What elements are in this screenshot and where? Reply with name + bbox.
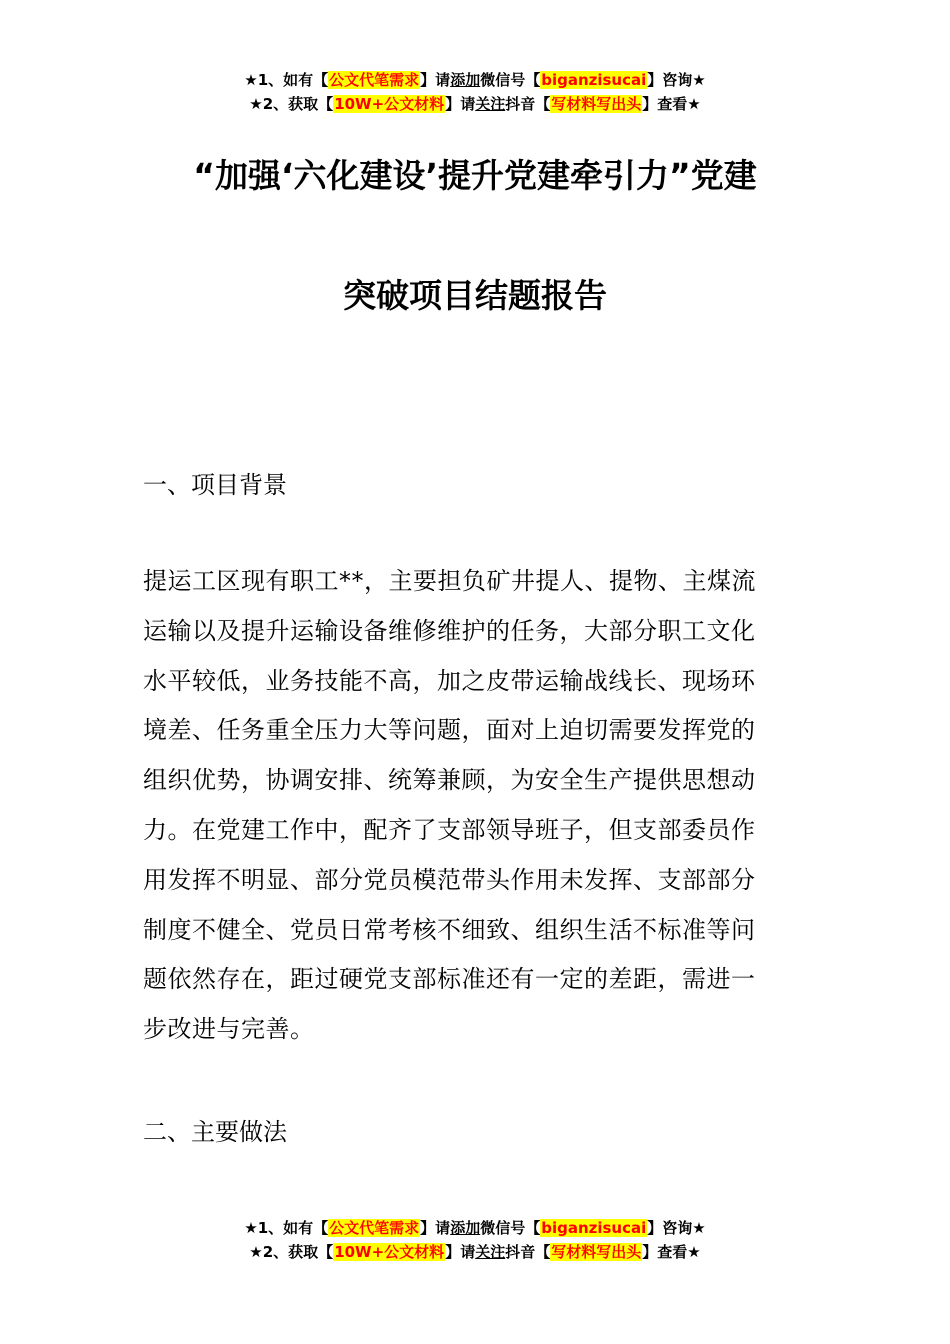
promo-text: 】请 [420,71,451,89]
promo-text: ★1、如有【 [244,71,329,89]
promo-line-2 [0,92,950,116]
footer-promo-banner [0,1216,950,1264]
promo-text: 微信号【 [480,1219,541,1237]
promo-text: 】请 [445,1243,476,1261]
paragraph-line: 步改进与完善。 [143,1015,315,1044]
paragraph-line: 运输以及提升运输设备维修维护的任务，大部分职工文化 [143,616,756,645]
promo-text: ★2、获取【 [249,95,334,113]
paragraph-line: 力。在党建工作中，配齐了支部领导班子，但支部委员作 [143,815,756,844]
promo-underline: 添加 [450,71,481,89]
promo-line-1 [0,1216,950,1240]
promo-text: 】查看★ [642,95,701,113]
promo-text: 】咨询★ [647,71,706,89]
section-heading-background: 一、项目背景 [143,471,287,499]
section-body-paragraph [143,557,813,1055]
paragraph-line: 题依然存在，距过硬党支部标准还有一定的差距，需进一 [143,965,756,994]
promo-highlight: 写材料写出头 [551,1243,642,1261]
promo-text: 抖音【 [505,95,551,113]
promo-text: 】请 [420,1219,451,1237]
paragraph-line: 组织优势，协调安排、统筹兼顾，为安全生产提供思想动 [143,766,756,795]
document-title-line-1: “加强‘六化建设’提升党建牵引力”党建 [193,156,757,195]
promo-line-2 [0,1240,950,1264]
promo-text: 微信号【 [480,71,541,89]
paragraph-line: 境差、任务重全压力大等问题，面对上迫切需要发挥党的 [143,716,756,745]
promo-highlight: biganzisucai [541,1219,647,1237]
promo-highlight: 写材料写出头 [551,95,642,113]
paragraph-line: 用发挥不明显、部分党员模范带头作用未发挥、支部部分 [143,865,756,894]
promo-highlight: 公文代笔需求 [329,71,420,89]
paragraph-line: 制度不健全、党员日常考核不细致、组织生活不标准等问 [143,915,756,944]
promo-text: 】请 [445,95,476,113]
promo-text: 】咨询★ [647,1219,706,1237]
paragraph-line: 水平较低，业务技能不高，加之皮带运输战线长、现场环 [143,666,756,695]
document-title-line-2: 突破项目结题报告 [343,276,607,315]
promo-highlight: biganzisucai [541,71,647,89]
promo-highlight: 公文代笔需求 [329,1219,420,1237]
promo-line-1 [0,68,950,92]
promo-underline: 关注 [475,95,506,113]
promo-text: 】查看★ [642,1243,701,1261]
promo-underline: 添加 [450,1219,481,1237]
paragraph-line: 提运工区现有职工**，主要担负矿井提人、提物、主煤流 [143,567,756,595]
promo-underline: 关注 [475,1243,506,1261]
promo-text: ★1、如有【 [244,1219,329,1237]
section-heading-methods: 二、主要做法 [143,1118,287,1146]
promo-text: ★2、获取【 [249,1243,334,1261]
header-promo-banner [0,68,950,116]
promo-text: 抖音【 [505,1243,551,1261]
promo-highlight: 10W+公文材料 [334,95,445,113]
promo-highlight: 10W+公文材料 [334,1243,445,1261]
